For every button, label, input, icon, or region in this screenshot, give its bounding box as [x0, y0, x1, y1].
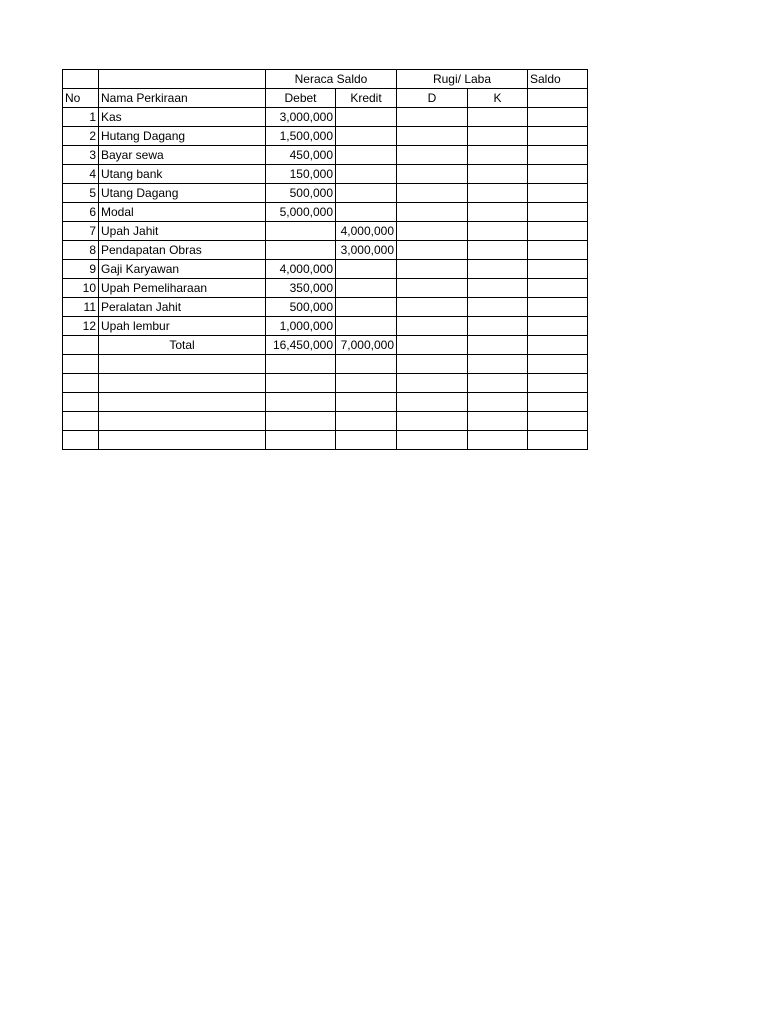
cell-kredit[interactable]: 3,000,000 — [336, 241, 397, 260]
cell-no[interactable]: 12 — [63, 317, 99, 336]
empty-row — [63, 374, 588, 393]
cell-no[interactable]: 11 — [63, 298, 99, 317]
cell-empty[interactable] — [63, 70, 99, 89]
cell-empty[interactable] — [468, 355, 528, 374]
cell-empty[interactable] — [266, 355, 336, 374]
header-d[interactable]: D — [397, 89, 468, 108]
cell-empty[interactable] — [397, 431, 468, 450]
cell-debet[interactable]: 500,000 — [266, 298, 336, 317]
cell-rugi-laba-d[interactable] — [397, 127, 468, 146]
cell-empty[interactable] — [99, 355, 266, 374]
cell-debet[interactable]: 450,000 — [266, 146, 336, 165]
cell-empty[interactable] — [336, 393, 397, 412]
cell-debet[interactable] — [266, 222, 336, 241]
cell-kredit[interactable] — [336, 279, 397, 298]
cell-rugi-laba-k[interactable] — [468, 108, 528, 127]
header-row-2 — [63, 89, 588, 108]
table-body — [63, 70, 588, 450]
cell-saldo[interactable] — [528, 184, 588, 203]
table-row — [63, 184, 588, 203]
cell-empty[interactable] — [99, 70, 266, 89]
cell-rugi-laba-d[interactable] — [397, 222, 468, 241]
cell-empty[interactable] — [528, 374, 588, 393]
cell-kredit[interactable] — [336, 165, 397, 184]
cell-saldo[interactable] — [528, 317, 588, 336]
cell-no[interactable]: 7 — [63, 222, 99, 241]
cell-no[interactable]: 4 — [63, 165, 99, 184]
cell-empty[interactable] — [99, 374, 266, 393]
header-saldo[interactable]: Saldo — [528, 70, 588, 89]
cell-debet[interactable]: 500,000 — [266, 184, 336, 203]
cell-empty[interactable] — [63, 393, 99, 412]
cell-rugi-laba-k[interactable] — [468, 165, 528, 184]
cell-rugi-laba-k[interactable] — [468, 222, 528, 241]
cell-kredit[interactable] — [336, 108, 397, 127]
table-row — [63, 317, 588, 336]
cell-empty[interactable] — [397, 393, 468, 412]
header-rugi-laba[interactable]: Rugi/ Laba — [397, 70, 528, 89]
cell-saldo[interactable] — [528, 241, 588, 260]
cell-nama-perkiraan[interactable]: Utang Dagang — [99, 184, 266, 203]
table-row — [63, 146, 588, 165]
cell-saldo[interactable] — [528, 165, 588, 184]
cell-saldo[interactable] — [528, 298, 588, 317]
trial-balance-table — [62, 69, 588, 450]
total-debet[interactable]: 16,450,000 — [266, 336, 336, 355]
cell-debet[interactable]: 350,000 — [266, 279, 336, 298]
header-debet[interactable]: Debet — [266, 89, 336, 108]
cell-empty[interactable] — [468, 393, 528, 412]
cell-empty[interactable] — [468, 412, 528, 431]
header-no[interactable]: No — [63, 89, 99, 108]
cell-empty[interactable] — [336, 374, 397, 393]
cell-empty[interactable] — [99, 393, 266, 412]
cell-kredit[interactable] — [336, 146, 397, 165]
cell-no[interactable]: 1 — [63, 108, 99, 127]
cell-empty[interactable] — [397, 355, 468, 374]
cell-rugi-laba-d[interactable] — [397, 298, 468, 317]
cell-rugi-laba-d[interactable] — [397, 146, 468, 165]
cell-kredit[interactable] — [336, 127, 397, 146]
empty-row — [63, 355, 588, 374]
cell-empty[interactable] — [63, 355, 99, 374]
cell-saldo[interactable] — [528, 222, 588, 241]
cell-kredit[interactable] — [336, 260, 397, 279]
cell-rugi-laba-d[interactable] — [397, 203, 468, 222]
cell-empty[interactable] — [397, 336, 468, 355]
cell-rugi-laba-d[interactable] — [397, 317, 468, 336]
cell-rugi-laba-k[interactable] — [468, 127, 528, 146]
table-row — [63, 260, 588, 279]
cell-nama-perkiraan[interactable]: Kas — [99, 108, 266, 127]
header-kredit[interactable]: Kredit — [336, 89, 397, 108]
cell-empty[interactable] — [468, 336, 528, 355]
empty-row — [63, 412, 588, 431]
table-row — [63, 108, 588, 127]
cell-saldo[interactable] — [528, 108, 588, 127]
cell-empty[interactable] — [397, 374, 468, 393]
empty-row — [63, 431, 588, 450]
cell-kredit[interactable] — [336, 298, 397, 317]
cell-rugi-laba-k[interactable] — [468, 203, 528, 222]
cell-debet[interactable] — [266, 241, 336, 260]
cell-empty[interactable] — [336, 412, 397, 431]
cell-nama-perkiraan[interactable]: Modal — [99, 203, 266, 222]
cell-rugi-laba-k[interactable] — [468, 184, 528, 203]
cell-nama-perkiraan[interactable]: Hutang Dagang — [99, 127, 266, 146]
cell-empty[interactable] — [468, 374, 528, 393]
cell-rugi-laba-d[interactable] — [397, 260, 468, 279]
cell-empty[interactable] — [528, 412, 588, 431]
cell-empty[interactable] — [63, 336, 99, 355]
cell-saldo[interactable] — [528, 127, 588, 146]
cell-rugi-laba-d[interactable] — [397, 165, 468, 184]
cell-saldo[interactable] — [528, 146, 588, 165]
table-row — [63, 222, 588, 241]
cell-rugi-laba-k[interactable] — [468, 241, 528, 260]
cell-nama-perkiraan[interactable]: Pendapatan Obras — [99, 241, 266, 260]
cell-nama-perkiraan[interactable]: Upah lembur — [99, 317, 266, 336]
cell-debet[interactable]: 3,000,000 — [266, 108, 336, 127]
cell-debet[interactable]: 1,500,000 — [266, 127, 336, 146]
cell-nama-perkiraan[interactable]: Upah Pemeliharaan — [99, 279, 266, 298]
cell-debet[interactable]: 4,000,000 — [266, 260, 336, 279]
cell-empty[interactable] — [99, 431, 266, 450]
cell-saldo[interactable] — [528, 279, 588, 298]
cell-rugi-laba-k[interactable] — [468, 146, 528, 165]
header-row-1 — [63, 70, 588, 89]
cell-empty[interactable] — [63, 412, 99, 431]
total-row — [63, 336, 588, 355]
cell-no[interactable]: 6 — [63, 203, 99, 222]
cell-empty[interactable] — [266, 431, 336, 450]
cell-no[interactable]: 5 — [63, 184, 99, 203]
cell-empty[interactable] — [528, 431, 588, 450]
cell-empty[interactable] — [336, 431, 397, 450]
cell-rugi-laba-d[interactable] — [397, 184, 468, 203]
cell-empty[interactable] — [266, 374, 336, 393]
table-row — [63, 241, 588, 260]
total-kredit[interactable]: 7,000,000 — [336, 336, 397, 355]
cell-rugi-laba-d[interactable] — [397, 108, 468, 127]
cell-rugi-laba-k[interactable] — [468, 260, 528, 279]
header-nama-perkiraan[interactable]: Nama Perkiraan — [99, 89, 266, 108]
cell-kredit[interactable] — [336, 184, 397, 203]
cell-nama-perkiraan[interactable]: Peralatan Jahit — [99, 298, 266, 317]
cell-empty[interactable] — [266, 412, 336, 431]
cell-saldo[interactable] — [528, 203, 588, 222]
cell-no[interactable]: 8 — [63, 241, 99, 260]
cell-no[interactable]: 3 — [63, 146, 99, 165]
table-row — [63, 279, 588, 298]
cell-empty[interactable] — [397, 412, 468, 431]
cell-empty[interactable] — [99, 412, 266, 431]
cell-empty[interactable] — [266, 393, 336, 412]
table-row — [63, 298, 588, 317]
cell-no[interactable]: 2 — [63, 127, 99, 146]
cell-empty[interactable] — [528, 89, 588, 108]
cell-kredit[interactable]: 4,000,000 — [336, 222, 397, 241]
cell-kredit[interactable] — [336, 203, 397, 222]
cell-empty[interactable] — [336, 355, 397, 374]
cell-nama-perkiraan[interactable]: Utang bank — [99, 165, 266, 184]
table-row — [63, 165, 588, 184]
table-row — [63, 203, 588, 222]
cell-empty[interactable] — [63, 374, 99, 393]
cell-debet[interactable]: 1,000,000 — [266, 317, 336, 336]
cell-empty[interactable] — [528, 336, 588, 355]
cell-rugi-laba-k[interactable] — [468, 279, 528, 298]
cell-rugi-laba-d[interactable] — [397, 241, 468, 260]
cell-rugi-laba-k[interactable] — [468, 298, 528, 317]
cell-kredit[interactable] — [336, 317, 397, 336]
table-row — [63, 127, 588, 146]
cell-nama-perkiraan[interactable]: Upah Jahit — [99, 222, 266, 241]
cell-nama-perkiraan[interactable]: Gaji Karyawan — [99, 260, 266, 279]
cell-no[interactable]: 9 — [63, 260, 99, 279]
cell-empty[interactable] — [468, 431, 528, 450]
cell-empty[interactable] — [528, 355, 588, 374]
cell-saldo[interactable] — [528, 260, 588, 279]
cell-no[interactable]: 10 — [63, 279, 99, 298]
cell-debet[interactable]: 150,000 — [266, 165, 336, 184]
header-k[interactable]: K — [468, 89, 528, 108]
empty-row — [63, 393, 588, 412]
cell-rugi-laba-k[interactable] — [468, 317, 528, 336]
header-neraca-saldo[interactable]: Neraca Saldo — [266, 70, 397, 89]
cell-nama-perkiraan[interactable]: Bayar sewa — [99, 146, 266, 165]
cell-debet[interactable]: 5,000,000 — [266, 203, 336, 222]
total-label[interactable]: Total — [99, 336, 266, 355]
cell-empty[interactable] — [528, 393, 588, 412]
cell-empty[interactable] — [63, 431, 99, 450]
cell-rugi-laba-d[interactable] — [397, 279, 468, 298]
